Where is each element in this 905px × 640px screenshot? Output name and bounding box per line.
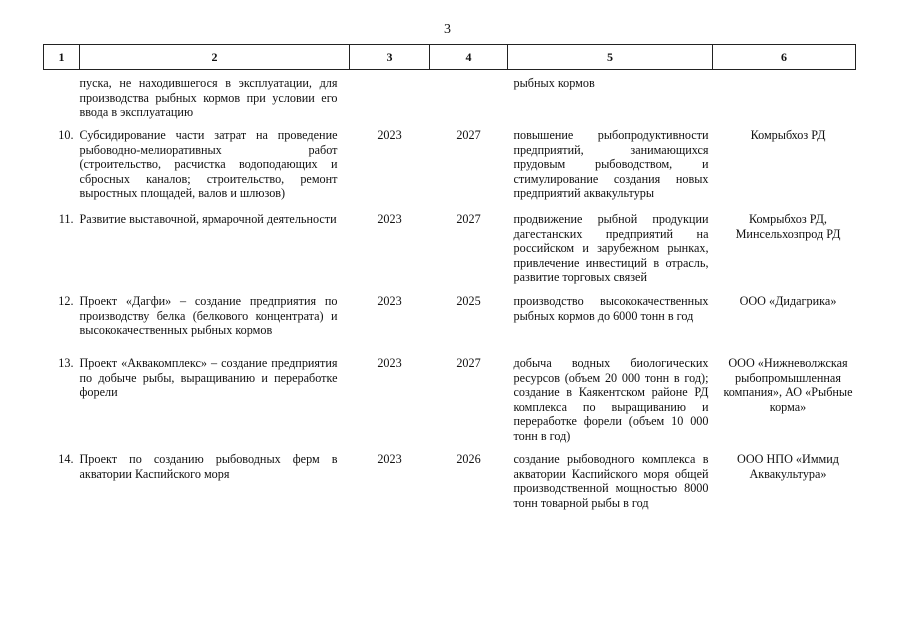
row-number: 10. <box>58 128 74 142</box>
row-number: 12. <box>58 294 74 308</box>
start-year <box>350 70 430 129</box>
measure-name: Субсидирование части затрат на проведение рыбоводно-мелиоративных работ (строительство, расчистка водоподающих и сбросных каналов; строительство, ремонт выростных площадей, валов и шлюзов) <box>79 128 338 200</box>
table-row <box>44 70 856 129</box>
executor: ООО «Нижневолжская рыбопромышленная компания», АО «Рыбные корма» <box>723 356 853 414</box>
executor: Комрыбхоз РД <box>750 128 826 142</box>
end-year: 2027 <box>456 128 481 142</box>
header-col-1: 1 <box>44 45 80 70</box>
start-year: 2023 <box>377 294 402 308</box>
header-col-2: 2 <box>80 45 350 70</box>
header-col-5: 5 <box>508 45 713 70</box>
expected-result: продвижение рыбной продукции дагестанских предприятий на российском и зарубежном рынках, привлечение инвестиций в отрасль, развитие торговых связей <box>513 212 709 284</box>
header-col-6: 6 <box>713 45 856 70</box>
start-year: 2023 <box>377 212 402 226</box>
end-year: 2027 <box>456 356 481 370</box>
table-row <box>44 294 856 356</box>
page-number: 3 <box>444 22 451 37</box>
measure-name: Проект по созданию рыбоводных ферм в акватории Каспийского моря <box>79 452 338 481</box>
table-row <box>44 356 856 452</box>
table-row <box>44 212 856 294</box>
expected-result: добыча водных биологических ресурсов (объем 20 000 тонн в год); создание в Каякентском районе РД комплекса по выращиванию и переработке форели (объем 10 000 тонн в год) <box>513 356 709 443</box>
start-year: 2023 <box>377 356 402 370</box>
header-col-3: 3 <box>350 45 430 70</box>
header-col-4: 4 <box>430 45 508 70</box>
end-year: 2025 <box>456 294 481 308</box>
expected-result: повышение рыбопродуктивности предприятий, занимающихся прудовым рыбоводством, и стимулирование создания новых предприятий аквакультуры <box>513 128 709 200</box>
row-number: 11. <box>58 212 74 226</box>
executor: ООО НПО «Иммид Аквакультура» <box>737 452 839 481</box>
expected-result: производство высококачественных рыбных кормов до 6000 тонн в год <box>513 294 709 323</box>
executor: Комрыбхоз РД, Минсельхозпрод РД <box>735 212 841 241</box>
table-row <box>44 128 856 212</box>
measure-name: пуска, не находившегося в эксплуатации, для производства рыбных кормов при условии его ввода в эксплуатацию <box>79 76 338 119</box>
end-year: 2026 <box>456 452 481 466</box>
expected-result: рыбных кормов <box>513 76 595 90</box>
end-year: 2027 <box>456 212 481 226</box>
table-header <box>44 45 856 70</box>
executor: ООО «Дидагрика» <box>739 294 837 308</box>
start-year: 2023 <box>377 452 402 466</box>
row-number <box>44 70 80 129</box>
start-year: 2023 <box>377 128 402 142</box>
table-row <box>44 452 856 524</box>
measure-name: Проект «Дагфи» – создание предприятия по производству белка (белкового концентрата) и высококачественных рыбных кормов <box>79 294 338 337</box>
row-number: 14. <box>58 452 74 466</box>
program-table <box>43 44 856 524</box>
row-number: 13. <box>58 356 74 370</box>
end-year <box>430 70 508 129</box>
measure-name: Проект «Аквакомплекс» – создание предприятия по добыче рыбы, выращиванию и переработке форели <box>79 356 338 399</box>
expected-result: создание рыбоводного комплекса в акватории Каспийского моря общей производственной мощностью 8000 тонн товарной рыбы в год <box>513 452 709 510</box>
measure-name: Развитие выставочной, ярмарочной деятельности <box>79 212 337 226</box>
executor <box>713 70 856 129</box>
